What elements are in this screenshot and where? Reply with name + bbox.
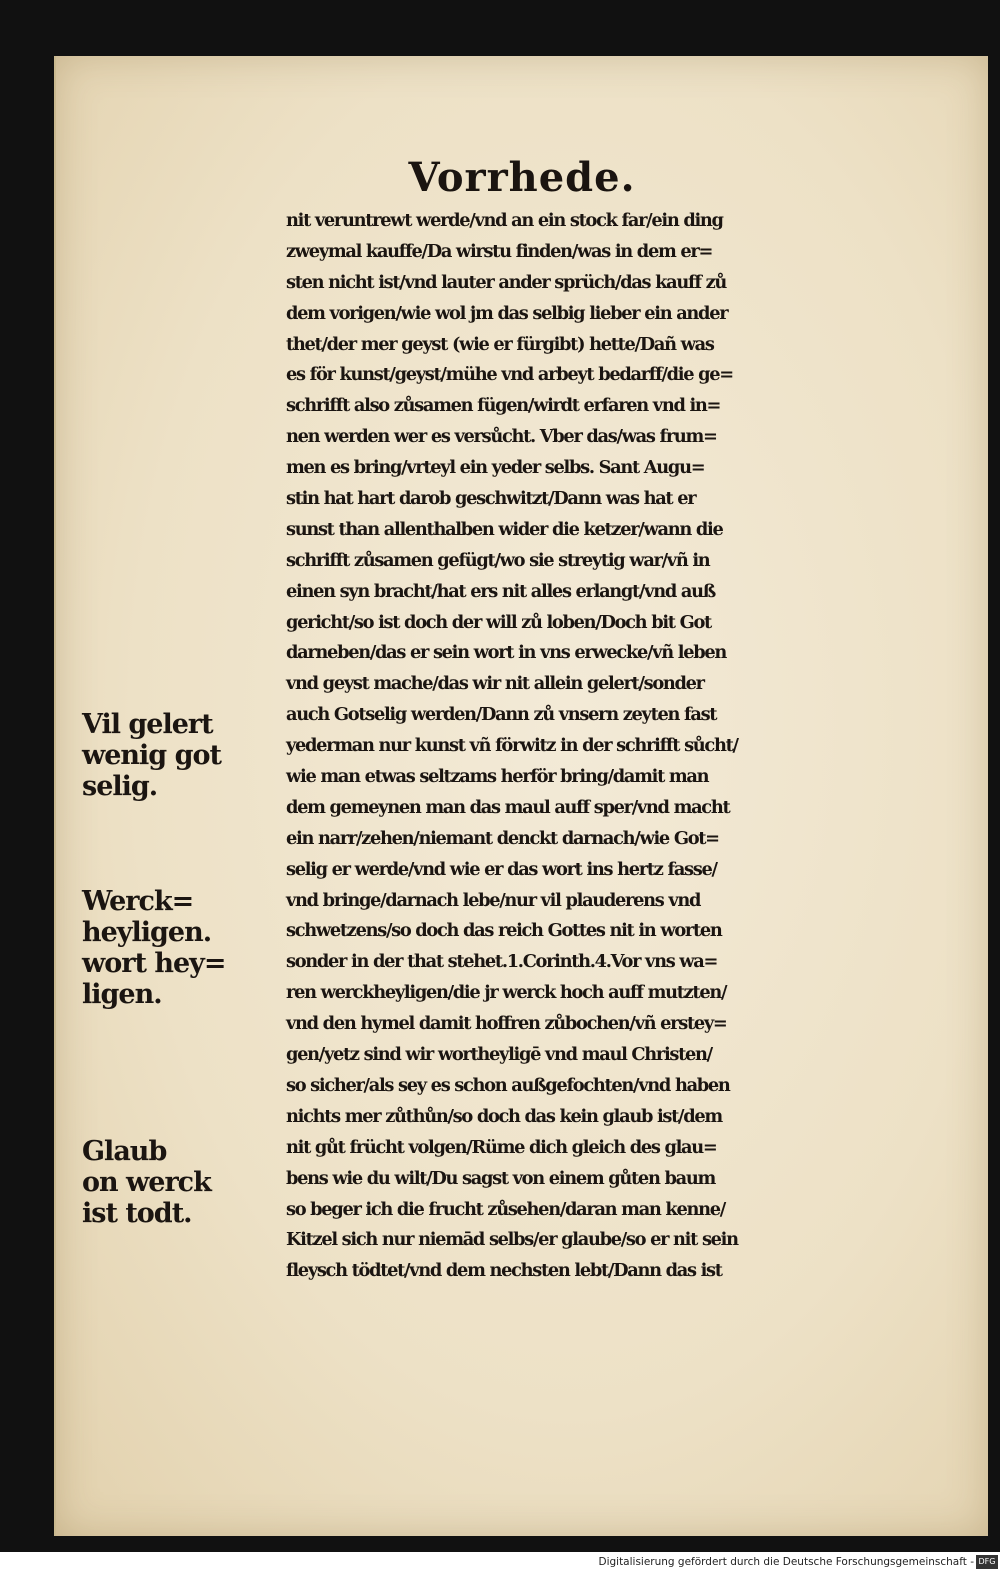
text-line: schwetzens/so doch das reich Gottes nit in worten xyxy=(286,920,722,942)
marginal-gloss-2 xyxy=(82,886,232,1010)
text-line: auch Gotselig werden/Dann zů vnsern zeyten fast xyxy=(286,704,717,726)
text-line: es för kunst/geyst/mühe vnd arbeyt bedarff/die ge= xyxy=(286,364,733,386)
marginal-gloss-3 xyxy=(82,1136,232,1229)
text-line: darneben/das er sein wort in vns erwecke/vñ leben xyxy=(286,642,726,664)
text-line: sonder in der that stehet.1.Corinth.4.Vor vns wa= xyxy=(286,951,718,973)
text-line: gericht/so ist doch der will zů loben/Doch bit Got xyxy=(286,611,711,633)
text-line: nit gůt frücht volgen/Rüme dich gleich des glau= xyxy=(286,1136,717,1158)
digitization-credit: Digitalisierung gefördert durch die Deutsche Forschungsgemeinschaft - xyxy=(598,1556,974,1568)
gloss-line: ist todt. xyxy=(82,1198,192,1229)
text-line: gen/yetz sind wir wortheyligē vnd maul Christen/ xyxy=(286,1044,712,1066)
text-line: sten nicht ist/vnd lauter ander sprüch/das kauff zů xyxy=(286,271,727,293)
text-line: schrifft zůsamen gefügt/wo sie streytig war/vñ in xyxy=(286,549,710,571)
gloss-line: on werck xyxy=(82,1167,211,1198)
gloss-line: ligen. xyxy=(82,979,162,1010)
text-line: yederman nur kunst vñ förwitz in der schrifft sůcht/ xyxy=(286,735,738,757)
gloss-line: Glaub xyxy=(82,1136,167,1167)
text-line: bens wie du wilt/Du sagst von einem gůten baum xyxy=(286,1167,715,1189)
text-line: fleysch tödtet/vnd dem nechsten lebt/Dann das ist xyxy=(286,1260,722,1282)
text-line: vnd den hymel damit hoffren zůbochen/vñ erstey= xyxy=(286,1013,727,1035)
marginal-gloss-1 xyxy=(82,709,232,802)
text-line: nen werden wer es versůcht. Vber das/was frum= xyxy=(286,426,717,448)
text-line: ren werckheyligen/die jr werck hoch auff mutzten/ xyxy=(286,982,727,1004)
text-line: sunst than allenthalben wider die ketzer/wann die xyxy=(286,518,723,540)
gloss-line: wenig got xyxy=(82,740,221,771)
text-line: selig er werde/vnd wie er das wort ins hertz fasse/ xyxy=(286,858,717,880)
text-line: so sicher/als sey es schon außgefochten/vnd haben xyxy=(286,1074,730,1096)
text-line: Kitzel sich nur niemād selbs/er glaube/so er nit sein xyxy=(286,1229,738,1251)
text-line: stin hat hart darob geschwitzt/Dann was hat er xyxy=(286,488,696,510)
text-line: so beger ich die frucht zůsehen/daran man kenne/ xyxy=(286,1198,725,1220)
text-line: dem vorigen/wie wol jm das selbig lieber ein ander xyxy=(286,302,728,324)
text-line: schrifft also zůsamen fügen/wirdt erfaren vnd in= xyxy=(286,395,721,417)
dfg-logo: DFG xyxy=(976,1555,998,1569)
text-line: nit veruntrewt werde/vnd an ein stock far/ein ding xyxy=(286,210,723,231)
text-line: vnd bringe/darnach lebe/nur vil plauderens vnd xyxy=(286,889,701,911)
text-line: ein narr/zehen/niemant denckt darnach/wie Got= xyxy=(286,827,719,849)
gloss-line: selig. xyxy=(82,771,158,802)
book-page xyxy=(54,56,988,1536)
gloss-line: wort hey= xyxy=(82,948,226,979)
text-line: einen syn bracht/hat ers nit alles erlangt/vnd auß xyxy=(286,580,715,602)
gloss-line: Werck= xyxy=(82,886,194,917)
text-line: zweymal kauffe/Da wirstu finden/was in dem er= xyxy=(286,240,713,262)
text-line: dem gemeynen man das maul auff sper/vnd macht xyxy=(286,796,730,818)
text-line: thet/der mer geyst (wie er fürgibt) hette/Dañ was xyxy=(286,333,714,355)
text-line: men es bring/vrteyl ein yeder selbs. Sant Augu= xyxy=(286,457,705,479)
text-line: wie man etwas seltzams herför bring/damit man xyxy=(286,766,709,788)
text-line: nichts mer zůthůn/so doch das kein glaub ist/dem xyxy=(286,1105,722,1127)
gloss-line: heyligen. xyxy=(82,917,212,948)
main-text-block xyxy=(286,206,966,1287)
running-head: Vorrhede. xyxy=(408,154,636,201)
text-line: vnd geyst mache/das wir nit allein gelert/sonder xyxy=(286,673,704,695)
gloss-line: Vil gelert xyxy=(82,709,213,740)
